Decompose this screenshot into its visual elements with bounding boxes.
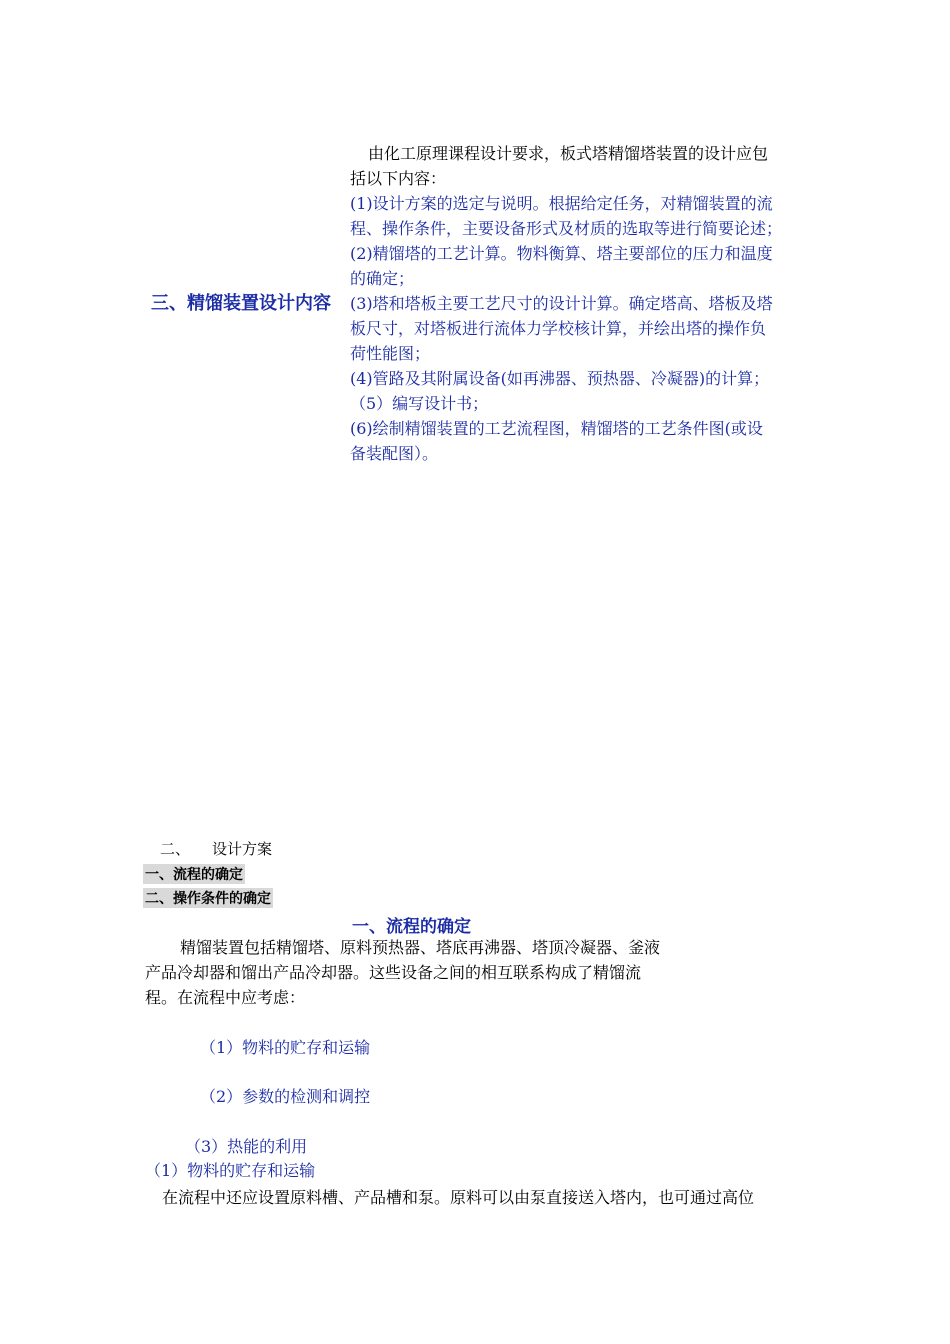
section3-item-line: 板尺寸，对塔板进行流体力学校核计算，并绘出塔的操作负 <box>350 319 767 338</box>
section3-heading: 三、精馏装置设计内容 <box>151 293 331 314</box>
section3-item-line: （5）编写设计书； <box>350 394 489 413</box>
subsection-storage-heading: （1）物料的贮存和运输 <box>145 1161 316 1180</box>
flow-para-line1: 精馏装置包括精馏塔、原料预热器、塔底再沸器、塔顶冷凝器、釜液 <box>180 938 661 957</box>
section3-intro-line1: 由化工原理课程设计要求，板式塔精馏塔装置的设计应包 <box>368 144 769 163</box>
section3-item-line: 程、操作条件，主要设备形式及材质的选取等进行简要论述； <box>350 219 783 238</box>
section3-item-line: (3)塔和塔板主要工艺尺寸的设计计算。确定塔高、塔板及塔 <box>350 294 773 313</box>
section3-item-line: 备装配图）。 <box>350 444 439 463</box>
section3-item-line: (2)精馏塔的工艺计算。物料衡算、塔主要部位的压力和温度 <box>350 244 773 263</box>
flow-para-line3: 程。在流程中应考虑： <box>145 988 306 1007</box>
outline-title: 设计方案 <box>212 840 273 858</box>
consider-item-control: （2）参数的检测和调控 <box>200 1087 371 1106</box>
consider-item-storage: （1）物料的贮存和运输 <box>200 1038 371 1057</box>
subsection-storage-text: 在流程中还应设置原料槽、产品槽和泵。原料可以由泵直接送入塔内，也可通过高位 <box>162 1188 755 1207</box>
consider-item-heat: （3）热能的利用 <box>185 1137 308 1156</box>
flow-section-heading: 一、流程的确定 <box>352 917 471 937</box>
section3-item-line: (4)管路及其附属设备(如再沸器、预热器、冷凝器)的计算； <box>350 369 770 388</box>
section3-item-line: 荷性能图； <box>350 344 431 363</box>
section3-item-line: 的确定； <box>350 269 415 288</box>
flow-para-line2: 产品冷却器和馏出产品冷却器。这些设备之间的相互联系构成了精馏流 <box>145 963 642 982</box>
outline-item-conditions[interactable]: 二、操作条件的确定 <box>143 888 273 908</box>
outline-item-flow[interactable]: 一、流程的确定 <box>143 864 245 884</box>
section3-item-line: (1)设计方案的选定与说明。根据给定任务，对精馏装置的流 <box>350 194 773 213</box>
section3-intro-line2: 括以下内容： <box>350 169 447 188</box>
outline-title-number: 二、 <box>160 840 191 858</box>
section3-item-line: (6)绘制精馏装置的工艺流程图，精馏塔的工艺条件图(或设 <box>350 419 763 438</box>
